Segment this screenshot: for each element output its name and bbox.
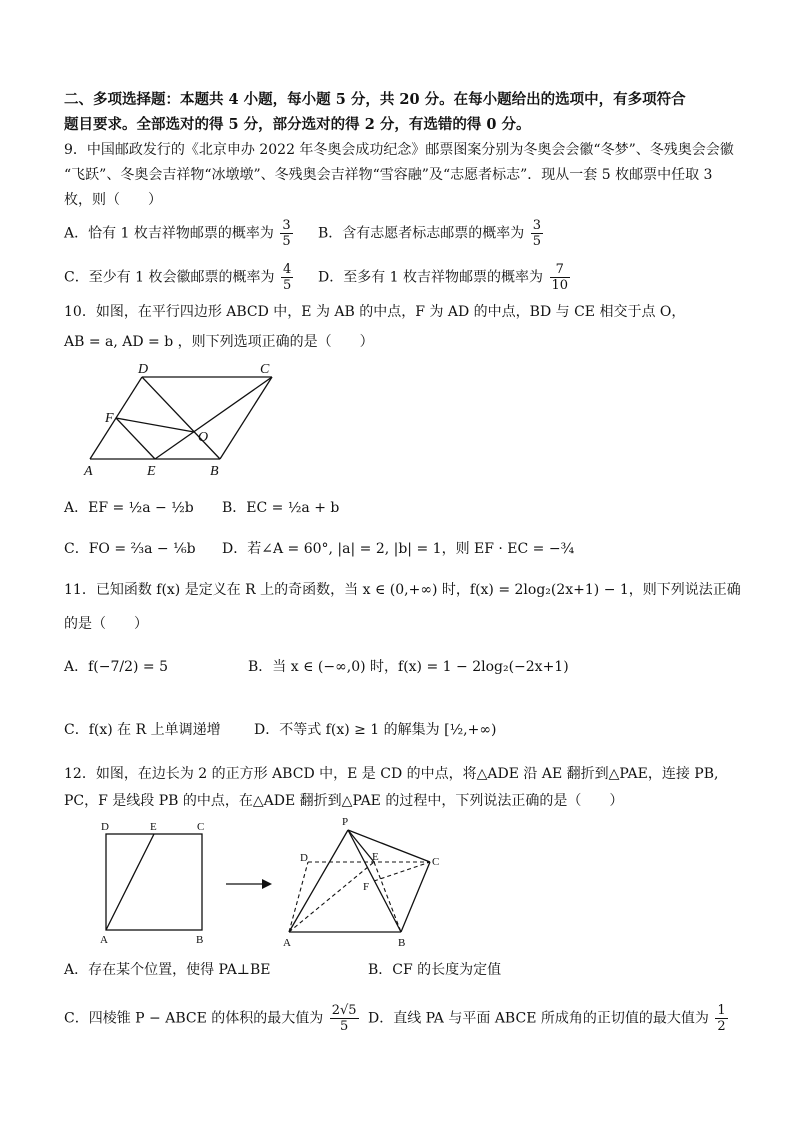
q11-stem-line2: 的是（ ） <box>64 616 148 632</box>
right-label-p: P <box>342 816 349 828</box>
q11-option-a: A．f(−7/2) = 5 <box>64 659 169 675</box>
segment-ec <box>155 377 272 459</box>
q9-c-num: 4 <box>282 262 292 277</box>
q9-b-den: 5 <box>532 234 542 249</box>
q9-stem-line1: 9．中国邮政发行的《北京申办 2022 年冬奥会成功纪念》邮票图案分别为冬奥会会徽“冬梦”、冬残奥会会徽 <box>64 142 734 158</box>
parallelogram-figure <box>80 362 300 482</box>
q12-option-d-fraction <box>715 1003 727 1034</box>
q9-option-c-text: C．至少有 1 枚会徽邮票的概率为 <box>64 269 275 286</box>
q9-a-num: 3 <box>282 218 291 233</box>
side-bc <box>220 377 272 459</box>
q11-stem-line1: 11．已知函数 f(x) 是定义在 R 上的奇函数，当 x ∈ (0,+∞) 时，f(x) = 2log₂(2x+1) − 1，则下列说法正确 <box>64 582 741 598</box>
q9-option-b-text: B．含有志愿者标志邮票的概率为 <box>318 225 525 242</box>
right-ae-dashed <box>289 862 374 932</box>
q9-option-a <box>64 218 295 249</box>
label-d: D <box>138 362 149 377</box>
left-label-a: A <box>100 934 108 946</box>
q12-option-d-text: D．直线 PA 与平面 ABCE 所成角的正切值的最大值为 <box>368 1010 709 1027</box>
q9-c-den: 5 <box>282 278 292 293</box>
q9-stem-line2: “飞跃”、冬奥会吉祥物“冰墩墩”、冬残奥会吉祥物“雪容融”及“志愿者标志”．现从一套 5 枚邮票中任取 3 <box>64 167 713 183</box>
q9-option-c <box>64 262 295 293</box>
q10-option-a: A．EF = ½a − ½b <box>64 500 194 516</box>
square-abcd <box>106 834 202 930</box>
q9-stem-line3: 枚，则（ ） <box>64 192 162 208</box>
folding-figure <box>96 812 456 952</box>
label-b: B <box>210 464 219 479</box>
left-label-e: E <box>150 821 157 833</box>
q12-stem-line2: PC，F 是线段 PB 的中点，在△ADE 翻折到△PAE 的过程中，下列说法正确的是（ ） <box>64 793 624 809</box>
q9-option-d-fraction <box>550 262 571 293</box>
q11-option-c: C．f(x) 在 R 上单调递增 <box>64 722 221 738</box>
q9-option-c-fraction <box>281 262 293 293</box>
right-label-a: A <box>283 937 291 949</box>
q9-option-d <box>318 262 572 293</box>
right-pa <box>289 830 348 932</box>
right-fc-dashed <box>374 862 430 881</box>
q12-option-b: B．CF 的长度为定值 <box>368 962 502 978</box>
left-label-c: C <box>197 821 205 833</box>
label-a: A <box>84 464 93 479</box>
q12-d-den: 2 <box>717 1019 726 1034</box>
q12-option-d <box>368 1003 730 1034</box>
q12-option-c-text: C．四棱锥 P − ABCE 的体积的最大值为 <box>64 1010 324 1027</box>
q12-d-num: 1 <box>717 1003 726 1018</box>
q10-option-b: B．EC = ½a + b <box>222 500 340 516</box>
q9-option-d-text: D．至多有 1 枚吉祥物邮票的概率为 <box>318 269 544 286</box>
right-eb-dashed <box>374 862 401 932</box>
q9-option-b <box>318 218 545 249</box>
arrow-icon <box>226 879 272 889</box>
q9-option-a-text: A．恰有 1 枚吉祥物邮票的概率为 <box>64 225 274 242</box>
section-heading-line1: 二、多项选择题：本题共 4 小题，每小题 5 分，共 20 分。在每小题给出的选项中，有多项符合 <box>64 91 686 108</box>
right-ad-dashed <box>289 862 308 932</box>
q9-option-b-fraction <box>531 218 543 249</box>
right-label-b: B <box>398 937 406 949</box>
q10-stem-line1: 10．如图，在平行四边形 ABCD 中，E 为 AB 的中点，F 为 AD 的中点，BD 与 CE 相交于点 O， <box>64 304 686 320</box>
right-label-e: E <box>372 851 379 863</box>
q9-d-num: 7 <box>550 262 571 278</box>
q11-option-b: B．当 x ∈ (−∞,0) 时，f(x) = 1 − 2log₂(−2x+1) <box>248 659 569 675</box>
right-label-c: C <box>432 856 440 868</box>
label-o: O <box>198 430 209 445</box>
q12-option-c-fraction <box>330 1003 359 1034</box>
diagonal-bd <box>142 377 220 459</box>
q12-option-a: A．存在某个位置，使得 PA⊥BE <box>64 962 271 978</box>
label-f: F <box>105 411 114 426</box>
q9-d-den: 10 <box>551 278 569 293</box>
right-bc <box>401 862 430 932</box>
label-c: C <box>260 362 270 377</box>
q10-stem-line2: AB = a, AD = b ，则下列选项正确的是（ ） <box>64 334 374 350</box>
section-heading-line2: 题目要求。全部选对的得 5 分，部分选对的得 2 分，有选错的得 0 分。 <box>64 116 531 133</box>
segment-ae <box>106 834 154 930</box>
label-e: E <box>147 464 156 479</box>
q12-stem-line1: 12．如图，在边长为 2 的正方形 ABCD 中，E 是 CD 的中点，将△ADE 沿 AE 翻折到△PAE，连接 PB, <box>64 766 719 782</box>
q12-c-num: 2√5 <box>331 1003 357 1018</box>
q9-b-num: 3 <box>532 218 542 233</box>
q12-option-c <box>64 1003 361 1034</box>
left-label-b: B <box>196 934 204 946</box>
q11-option-d: D．不等式 f(x) ≥ 1 的解集为 [½,+∞) <box>254 722 497 738</box>
q9-a-den: 5 <box>282 234 291 249</box>
q10-option-c: C．FO = ⅔a − ⅙b <box>64 541 196 557</box>
q10-option-d: D．若∠A = 60°, |a| = 2, |b| = 1，则 EF · EC = −¾ <box>222 541 575 557</box>
left-label-d: D <box>101 821 109 833</box>
q12-c-den: 5 <box>339 1019 349 1034</box>
right-label-d: D <box>300 852 308 864</box>
q9-option-a-fraction <box>280 218 292 249</box>
right-label-f: F <box>363 881 370 893</box>
